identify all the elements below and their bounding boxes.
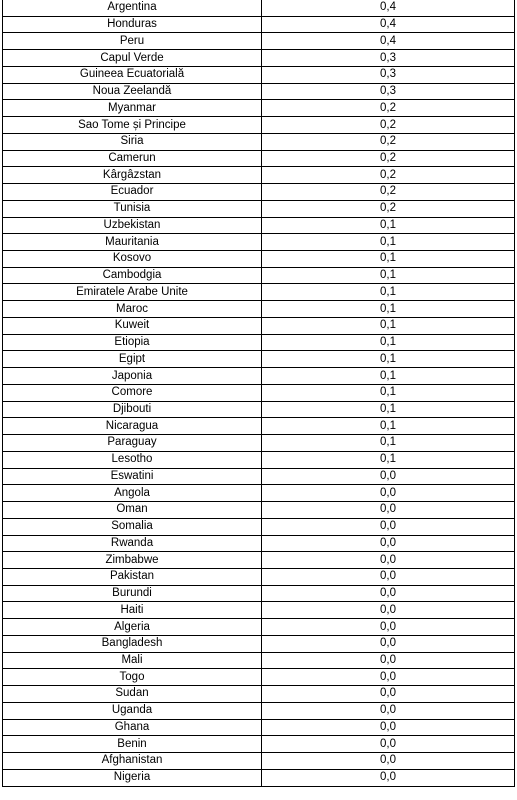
value-cell: 0,0 xyxy=(262,468,515,485)
table-row xyxy=(3,602,515,619)
table-row xyxy=(3,535,515,552)
table-row xyxy=(3,769,515,786)
table-row xyxy=(3,619,515,636)
value-cell: 0,0 xyxy=(262,602,515,619)
table-row xyxy=(3,719,515,736)
value-cell: 0,1 xyxy=(262,418,515,435)
country-cell: Lesotho xyxy=(3,451,262,468)
value-cell: 0,0 xyxy=(262,552,515,569)
country-cell: Japonia xyxy=(3,368,262,385)
table-row xyxy=(3,753,515,770)
table-row xyxy=(3,150,515,167)
country-cell: Mauritania xyxy=(3,234,262,251)
table-row xyxy=(3,552,515,569)
country-cell: Burundi xyxy=(3,585,262,602)
value-cell: 0,1 xyxy=(262,301,515,318)
table-row xyxy=(3,234,515,251)
table-row xyxy=(3,635,515,652)
country-cell: Ecuador xyxy=(3,184,262,201)
country-cell: Mali xyxy=(3,652,262,669)
value-cell: 0,1 xyxy=(262,217,515,234)
value-cell: 0,1 xyxy=(262,435,515,452)
table-row xyxy=(3,133,515,150)
table-row xyxy=(3,251,515,268)
value-cell: 0,2 xyxy=(262,117,515,134)
country-cell: Honduras xyxy=(3,16,262,33)
country-cell: Pakistan xyxy=(3,568,262,585)
country-cell: Nicaragua xyxy=(3,418,262,435)
value-cell: 0,1 xyxy=(262,284,515,301)
table-row xyxy=(3,585,515,602)
value-cell: 0,3 xyxy=(262,50,515,67)
value-cell: 0,0 xyxy=(262,669,515,686)
value-cell: 0,4 xyxy=(262,16,515,33)
country-cell: Haiti xyxy=(3,602,262,619)
table-row xyxy=(3,301,515,318)
country-cell: Tunisia xyxy=(3,200,262,217)
country-cell: Bangladesh xyxy=(3,635,262,652)
country-cell: Benin xyxy=(3,736,262,753)
value-cell: 0,0 xyxy=(262,568,515,585)
value-cell: 0,0 xyxy=(262,652,515,669)
value-cell: 0,0 xyxy=(262,702,515,719)
value-cell: 0,2 xyxy=(262,167,515,184)
value-cell: 0,1 xyxy=(262,251,515,268)
table-row xyxy=(3,568,515,585)
country-cell: Afghanistan xyxy=(3,753,262,770)
table-row xyxy=(3,217,515,234)
value-cell: 0,0 xyxy=(262,769,515,786)
table-row xyxy=(3,502,515,519)
value-cell: 0,2 xyxy=(262,200,515,217)
table-row xyxy=(3,518,515,535)
country-cell: Guineea Ecuatorială xyxy=(3,66,262,83)
value-cell: 0,0 xyxy=(262,619,515,636)
table-row xyxy=(3,167,515,184)
table-row xyxy=(3,334,515,351)
country-cell: Sudan xyxy=(3,686,262,703)
value-cell: 0,0 xyxy=(262,719,515,736)
table-row xyxy=(3,736,515,753)
country-cell: Nigeria xyxy=(3,769,262,786)
country-cell: Capul Verde xyxy=(3,50,262,67)
country-cell: Comore xyxy=(3,384,262,401)
value-cell: 0,1 xyxy=(262,351,515,368)
country-cell: Camerun xyxy=(3,150,262,167)
table-row xyxy=(3,435,515,452)
table-row xyxy=(3,317,515,334)
country-cell: Kosovo xyxy=(3,251,262,268)
value-cell: 0,2 xyxy=(262,100,515,117)
country-cell: Rwanda xyxy=(3,535,262,552)
table-row xyxy=(3,351,515,368)
table-row xyxy=(3,100,515,117)
value-cell: 0,0 xyxy=(262,502,515,519)
country-cell: Myanmar xyxy=(3,100,262,117)
country-cell: Togo xyxy=(3,669,262,686)
country-cell: Noua Zeelandă xyxy=(3,83,262,100)
country-cell: Uzbekistan xyxy=(3,217,262,234)
value-cell: 0,0 xyxy=(262,736,515,753)
country-cell: Cambodgia xyxy=(3,267,262,284)
country-cell: Kârgâzstan xyxy=(3,167,262,184)
value-cell: 0,0 xyxy=(262,518,515,535)
table-row xyxy=(3,284,515,301)
table-body xyxy=(3,0,515,786)
country-cell: Ghana xyxy=(3,719,262,736)
value-cell: 0,1 xyxy=(262,317,515,334)
table-row xyxy=(3,669,515,686)
value-cell: 0,2 xyxy=(262,150,515,167)
table-row xyxy=(3,267,515,284)
country-cell: Somalia xyxy=(3,518,262,535)
country-cell: Maroc xyxy=(3,301,262,318)
table-row xyxy=(3,0,515,16)
table-row xyxy=(3,686,515,703)
value-cell: 0,2 xyxy=(262,184,515,201)
value-cell: 0,0 xyxy=(262,635,515,652)
value-cell: 0,1 xyxy=(262,334,515,351)
table-row xyxy=(3,184,515,201)
table-row xyxy=(3,451,515,468)
value-cell: 0,3 xyxy=(262,83,515,100)
table-row xyxy=(3,468,515,485)
table-row xyxy=(3,83,515,100)
country-cell: Algeria xyxy=(3,619,262,636)
country-cell: Oman xyxy=(3,502,262,519)
country-cell: Siria xyxy=(3,133,262,150)
country-cell: Argentina xyxy=(3,0,262,16)
value-cell: 0,0 xyxy=(262,686,515,703)
value-cell: 0,4 xyxy=(262,33,515,50)
table-row xyxy=(3,401,515,418)
value-cell: 0,1 xyxy=(262,368,515,385)
country-cell: Uganda xyxy=(3,702,262,719)
value-cell: 0,1 xyxy=(262,234,515,251)
value-cell: 0,1 xyxy=(262,384,515,401)
value-cell: 0,2 xyxy=(262,133,515,150)
value-cell: 0,0 xyxy=(262,535,515,552)
country-cell: Etiopia xyxy=(3,334,262,351)
value-cell: 0,1 xyxy=(262,267,515,284)
table-row xyxy=(3,66,515,83)
value-cell: 0,1 xyxy=(262,451,515,468)
country-cell: Emiratele Arabe Unite xyxy=(3,284,262,301)
table-row xyxy=(3,652,515,669)
country-value-table xyxy=(2,0,515,787)
table-row xyxy=(3,384,515,401)
table-row xyxy=(3,418,515,435)
value-cell: 0,3 xyxy=(262,66,515,83)
table-row xyxy=(3,50,515,67)
table-row xyxy=(3,16,515,33)
table-row xyxy=(3,702,515,719)
table-row xyxy=(3,33,515,50)
table-row xyxy=(3,200,515,217)
value-cell: 0,4 xyxy=(262,0,515,16)
value-cell: 0,0 xyxy=(262,753,515,770)
table-row xyxy=(3,485,515,502)
table-row xyxy=(3,368,515,385)
country-cell: Egipt xyxy=(3,351,262,368)
value-cell: 0,0 xyxy=(262,585,515,602)
value-cell: 0,0 xyxy=(262,485,515,502)
country-cell: Zimbabwe xyxy=(3,552,262,569)
country-cell: Paraguay xyxy=(3,435,262,452)
country-cell: Djibouti xyxy=(3,401,262,418)
country-cell: Kuweit xyxy=(3,317,262,334)
country-cell: Peru xyxy=(3,33,262,50)
country-cell: Angola xyxy=(3,485,262,502)
country-cell: Sao Tome și Principe xyxy=(3,117,262,134)
table-row xyxy=(3,117,515,134)
country-cell: Eswatini xyxy=(3,468,262,485)
value-cell: 0,1 xyxy=(262,401,515,418)
